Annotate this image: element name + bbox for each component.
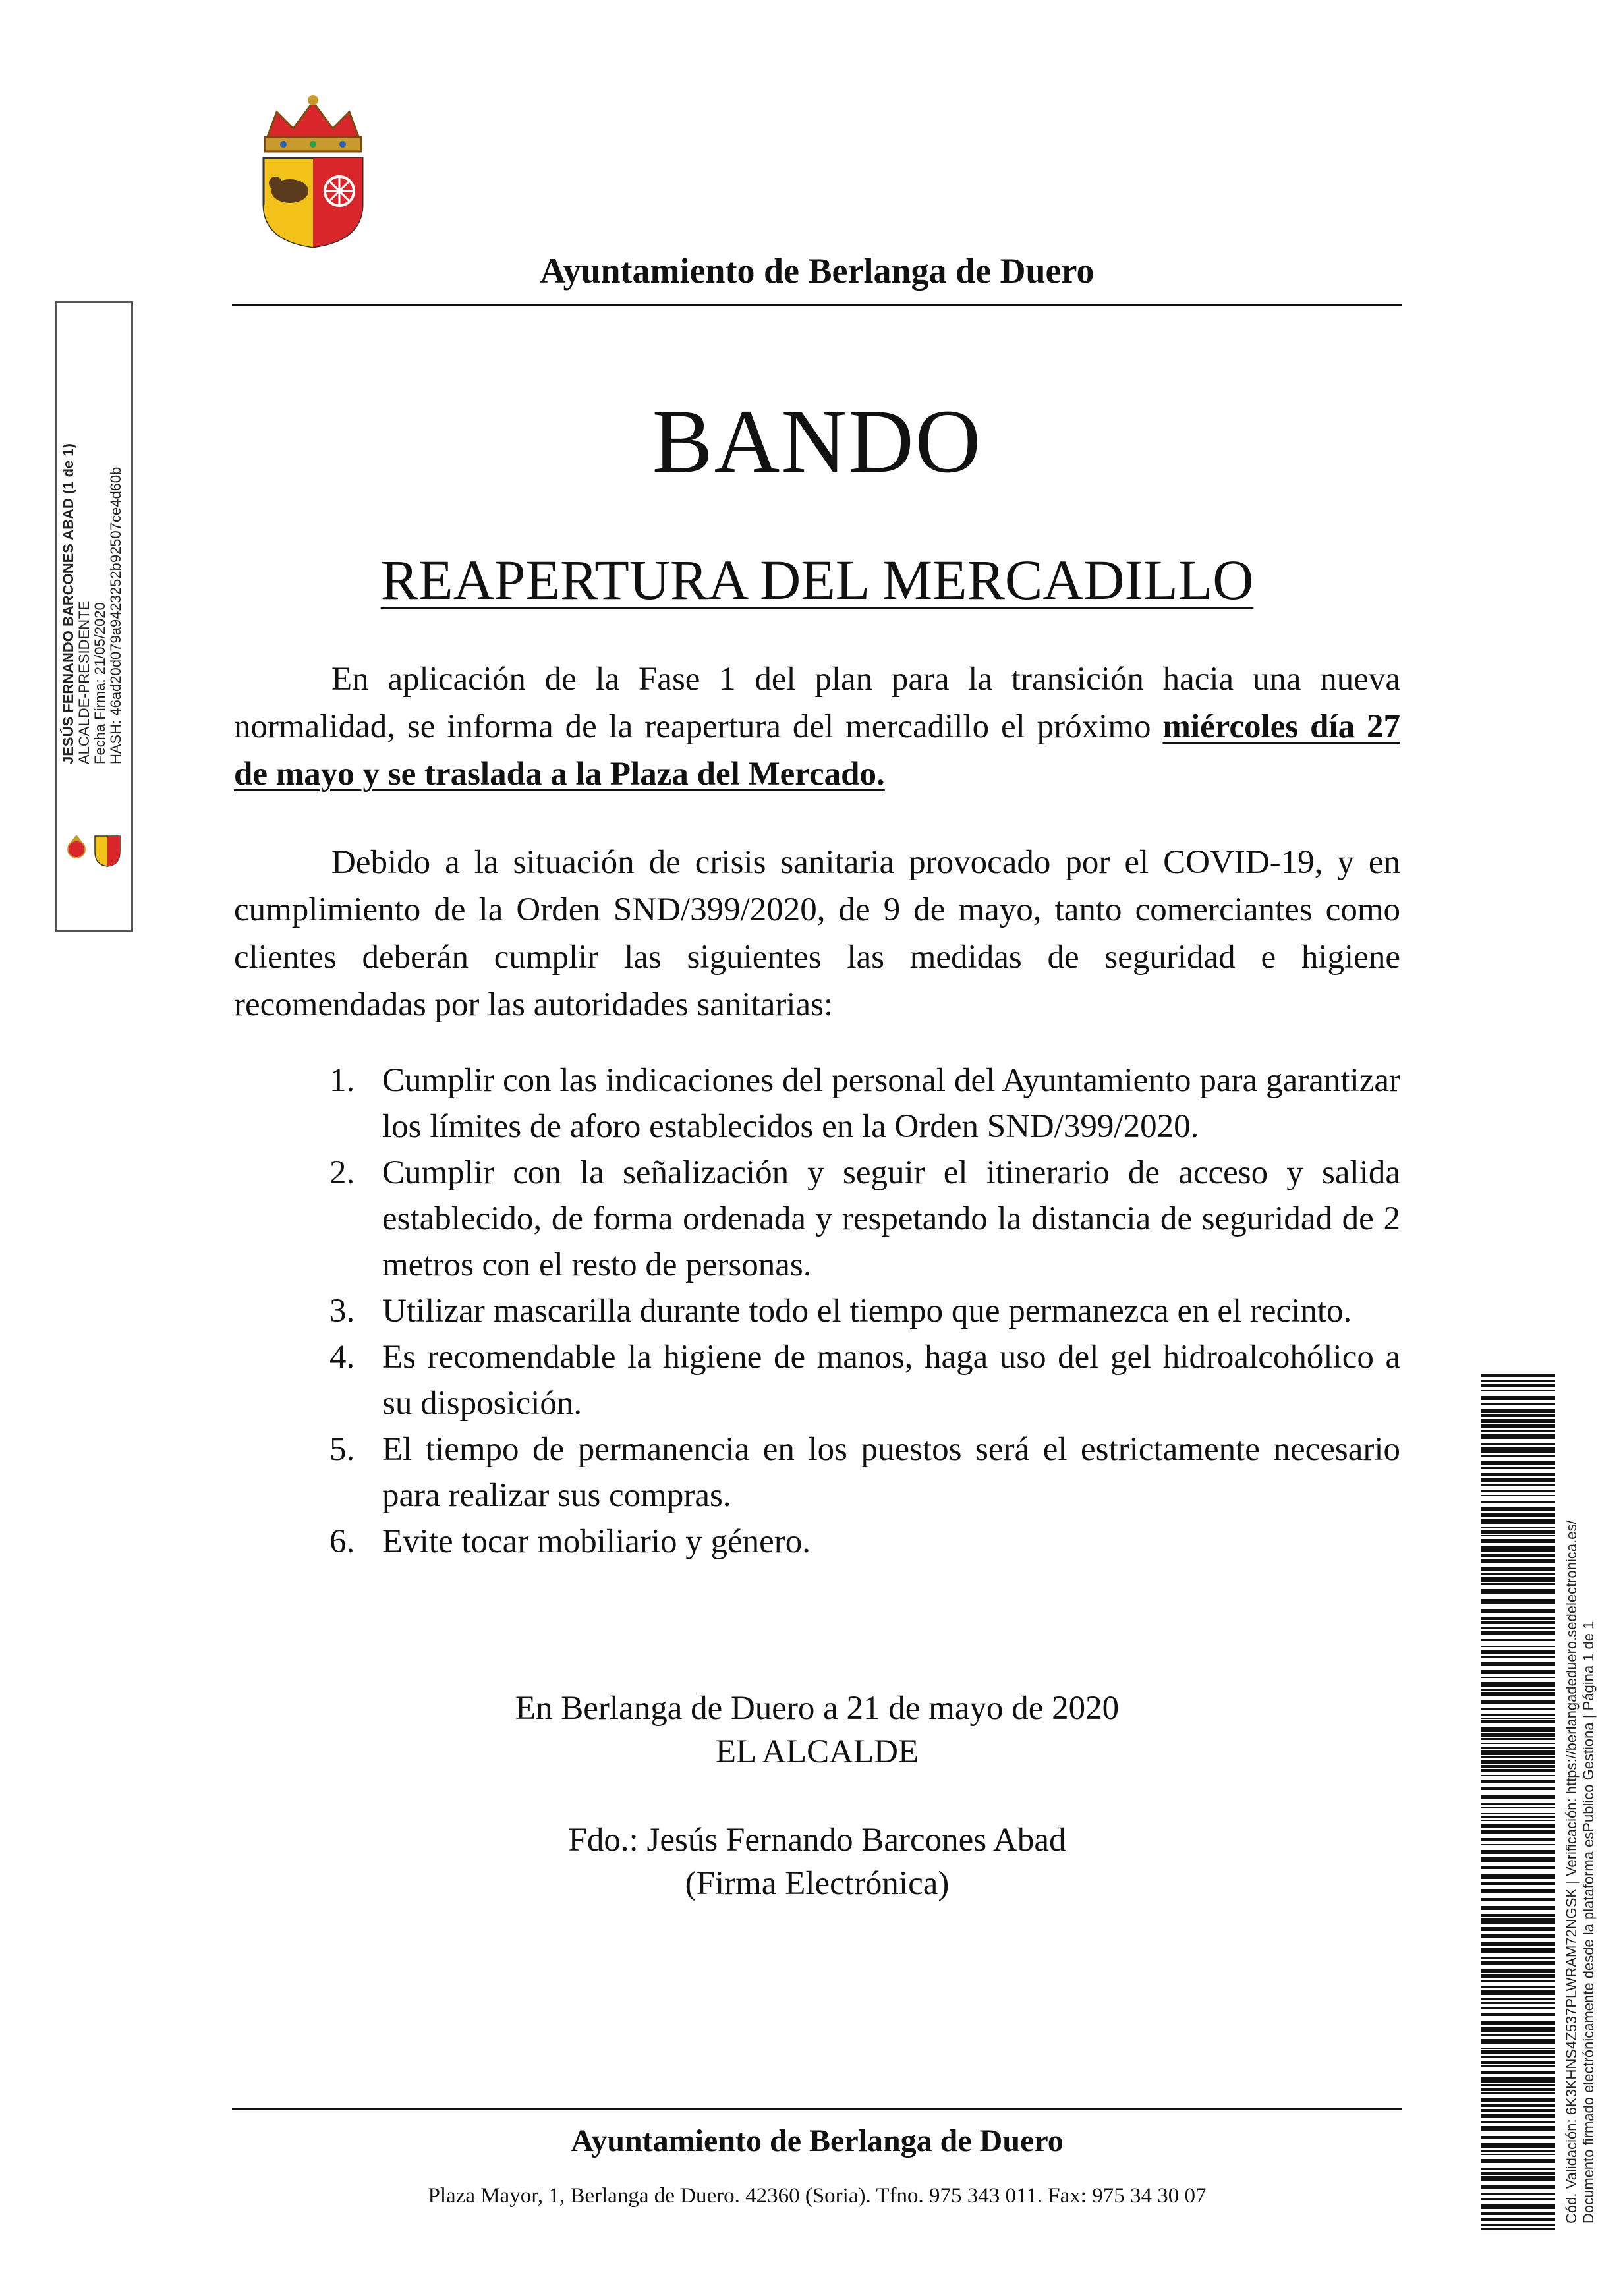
list-item-number: 2. — [329, 1154, 355, 1191]
signature-type: (Firma Electrónica) — [685, 1865, 950, 1902]
place-date: En Berlanga de Duero a 21 de mayo de 2020 — [515, 1690, 1120, 1727]
intro-highlight: miércoles día 27 de mayo y se traslada a la Plaza del Mercado. — [234, 708, 1400, 793]
stamp-role: ALCALDE-PRESIDENTE — [76, 600, 92, 764]
list-item-number: 6. — [329, 1523, 355, 1560]
list-item-number: 5. — [329, 1431, 355, 1468]
footer-divider — [232, 2108, 1402, 2110]
measures-intro-paragraph: Debido a la situación de crisis sanitaria provocado por el COVID-19, y en cumplimiento de la Orden SND/399/2020, de 9 de mayo, tanto comerciantes como clientes deberán cumplir las siguientes las medidas de seguridad e higiene recomendadas por las autoridades sanitarias: — [234, 844, 1400, 1023]
list-item — [234, 1426, 1400, 1519]
footer-organization: Ayuntamiento de Berlanga de Duero — [571, 2123, 1064, 2158]
intro-paragraph — [234, 656, 1400, 798]
verification-code: Cód. Validación: 6K3KHNS4Z537PLWRAM72NGSK | Verificación: https://berlangadeduero.sedelectronica.es/ — [1563, 1520, 1580, 2224]
document-subtitle — [231, 547, 1404, 613]
header-organization: Ayuntamiento de Berlanga de Duero — [540, 251, 1095, 291]
verification-text — [1563, 1367, 1616, 2224]
list-item-text: El tiempo de permanencia en los puestos será el estrictamente necesario para realizar sus compras. — [382, 1431, 1400, 1514]
list-item — [234, 1057, 1400, 1150]
verification-platform: Documento firmado electrónicamente desde la plataforma esPublico Gestiona | Página 1 de 1 — [1580, 1621, 1597, 2224]
barcode-icon — [1481, 1374, 1555, 2230]
list-item-text: Es recomendable la higiene de manos, haga uso del gel hidroalcohólico a su disposición. — [382, 1339, 1400, 1422]
list-item-text: Cumplir con las indicaciones del personal del Ayuntamiento para garantizar los límites de aforo establecidos en la Orden SND/399/2020. — [382, 1062, 1400, 1145]
footer-address: Plaza Mayor, 1, Berlanga de Duero. 42360 (Soria). Tfno. 975 343 011. Fax: 975 34 30 07 — [428, 2184, 1207, 2208]
subtitle-text: REAPERTURA DEL MERCADILLO — [380, 548, 1254, 611]
list-item — [234, 1334, 1400, 1426]
list-item-number: 1. — [329, 1062, 355, 1099]
stamp-date: Fecha Firma: 21/05/2020 — [92, 602, 108, 764]
stamp-hash: HASH: 46ad20d079a9423252b92507ce4d60b — [107, 466, 124, 764]
list-item — [234, 1150, 1400, 1288]
stamp-crest-icon — [65, 827, 124, 868]
list-item-text: Evite tocar mobiliario y género. — [382, 1523, 811, 1560]
measures-list — [234, 1057, 1400, 1565]
list-item — [234, 1519, 1400, 1565]
signature-block — [231, 1818, 1404, 1905]
list-item-text: Cumplir con la señalización y seguir el itinerario de acceso y salida establecido, de forma ordenada y respetando la distancia de seguridad de 2 metros con el resto de personas. — [382, 1154, 1400, 1283]
signer-role: EL ALCALDE — [715, 1733, 919, 1770]
document-title: BANDO — [652, 391, 982, 491]
signer-name: Fdo.: Jesús Fernando Barcones Abad — [568, 1822, 1066, 1859]
intro-text: En aplicación de la Fase 1 del plan para la transición hacia una nueva normalidad, se informa de la reapertura del mercadillo el próximo — [234, 661, 1400, 745]
list-item-number: 4. — [329, 1339, 355, 1376]
stamp-signer: JESÚS FERNANDO BARCONES ABAD (1 de 1) — [60, 443, 76, 764]
coat-of-arms-icon — [237, 92, 389, 250]
list-item — [234, 1288, 1400, 1334]
closing-block — [231, 1687, 1404, 1774]
list-item-text: Utilizar mascarilla durante todo el tiempo que permanezca en el recinto. — [382, 1293, 1352, 1330]
signature-stamp-text — [61, 0, 127, 764]
header-divider — [232, 304, 1402, 306]
list-item-number: 3. — [329, 1293, 355, 1330]
